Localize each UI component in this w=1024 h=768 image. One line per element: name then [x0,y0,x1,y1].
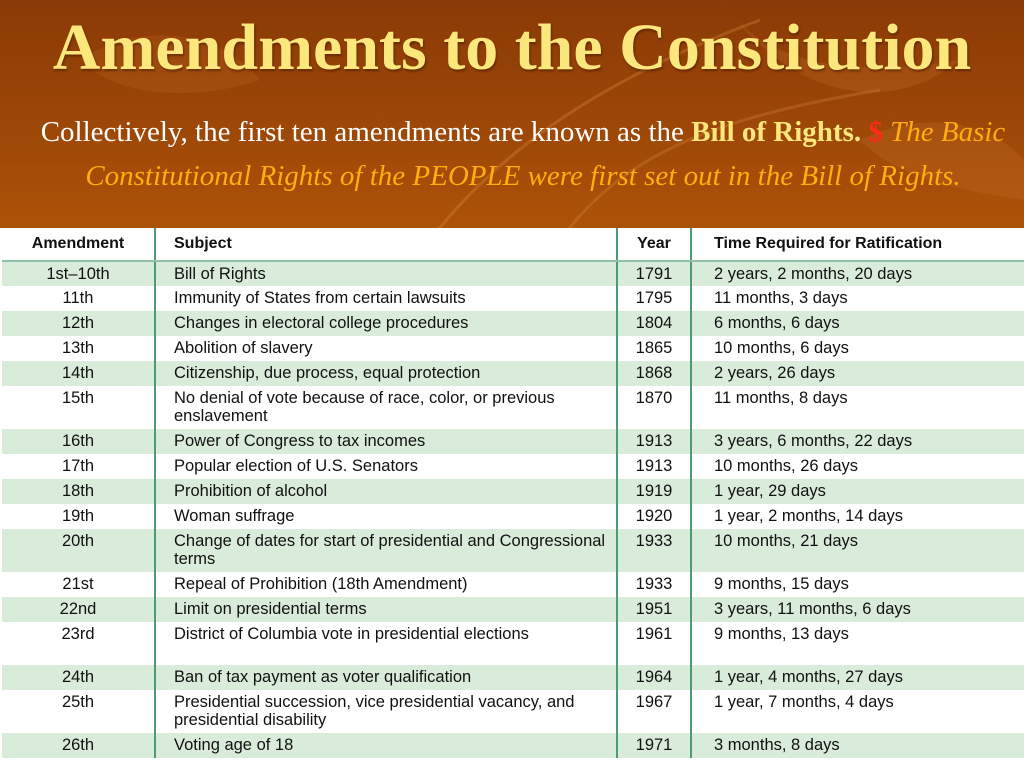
cell-year: 1804 [617,311,691,336]
table-row [2,529,1024,572]
cell-time: 9 months, 15 days [691,572,1024,597]
header-year: Year [617,228,691,261]
cell-year: 1913 [617,429,691,454]
cell-subject: District of Columbia vote in presidential elections [155,622,617,665]
cell-time: 11 months, 8 days [691,386,1024,429]
cell-subject: Abolition of slavery [155,336,617,361]
cell-year: 1964 [617,665,691,690]
cell-time: 10 months, 26 days [691,454,1024,479]
cell-year: 1933 [617,572,691,597]
cell-subject: Limit on presidential terms [155,597,617,622]
cell-amendment: 12th [2,311,155,336]
cell-time: 1 year, 29 days [691,479,1024,504]
cell-time: 1 year, 4 months, 27 days [691,665,1024,690]
table-header-row [2,228,1024,261]
cell-subject: Power of Congress to tax incomes [155,429,617,454]
cell-year: 1868 [617,361,691,386]
cell-amendment: 22nd [2,597,155,622]
table-row [2,597,1024,622]
table-row [2,386,1024,429]
cell-amendment: 15th [2,386,155,429]
cell-amendment: 14th [2,361,155,386]
cell-subject: Presidential succession, vice presidential vacancy, and presidential disability [155,690,617,733]
cell-amendment: 11th [2,286,155,311]
table-row [2,361,1024,386]
table-row [2,572,1024,597]
table-row [2,311,1024,336]
cell-amendment: 26th [2,733,155,758]
cell-amendment: 17th [2,454,155,479]
cell-time: 2 years, 26 days [691,361,1024,386]
bill-of-rights-term: Bill of Rights [691,116,854,148]
cell-subject: Changes in electoral college procedures [155,311,617,336]
cell-year: 1913 [617,454,691,479]
cell-year: 1870 [617,386,691,429]
cell-amendment: 1st–10th [2,261,155,286]
cell-time: 9 months, 13 days [691,622,1024,665]
cell-time: 10 months, 21 days [691,529,1024,572]
cell-amendment: 13th [2,336,155,361]
amendments-table-container [0,228,1024,768]
cell-year: 1971 [617,733,691,758]
cell-subject: Citizenship, due process, equal protection [155,361,617,386]
cell-time: 1 year, 2 months, 14 days [691,504,1024,529]
cell-subject: No denial of vote because of race, color, or previous enslavement [155,386,617,429]
cell-year: 1967 [617,690,691,733]
cell-year: 1795 [617,286,691,311]
table-row [2,479,1024,504]
cell-year: 1865 [617,336,691,361]
cell-time: 1 year, 7 months, 4 days [691,690,1024,733]
cell-subject: Voting age of 18 [155,733,617,758]
table-row [2,622,1024,665]
cell-amendment: 16th [2,429,155,454]
cell-year: 1933 [617,529,691,572]
dollar-bullet: $ [868,116,883,148]
cell-time: 2 years, 2 months, 20 days [691,261,1024,286]
cell-amendment: 24th [2,665,155,690]
cell-year: 1791 [617,261,691,286]
table-row [2,429,1024,454]
cell-time: 6 months, 6 days [691,311,1024,336]
cell-time: 3 months, 8 days [691,733,1024,758]
cell-amendment: 19th [2,504,155,529]
cell-year: 1919 [617,479,691,504]
page-title: Amendments to the Constitution [52,11,972,84]
cell-subject: Ban of tax payment as voter qualification [155,665,617,690]
table-row [2,733,1024,758]
table-row [2,504,1024,529]
cell-year: 1951 [617,597,691,622]
table-row [2,454,1024,479]
cell-amendment: 18th [2,479,155,504]
table-row [2,690,1024,733]
header-amendment: Amendment [2,228,155,261]
subtitle-period: . [853,116,869,148]
table-row [2,261,1024,286]
subtitle-text: Collectively, the first ten amendments are known as the [40,116,692,148]
cell-subject: Change of dates for start of presidential and Congressional terms [155,529,617,572]
cell-subject: Bill of Rights [155,261,617,286]
cell-amendment: 20th [2,529,155,572]
cell-time: 3 years, 11 months, 6 days [691,597,1024,622]
subtitle-emphasis: The Basic Constitutional Rights of the PEOPLE were first set out in the Bill of Rights. [85,116,1006,192]
cell-subject: Immunity of States from certain lawsuits [155,286,617,311]
cell-subject: Woman suffrage [155,504,617,529]
cell-subject: Repeal of Prohibition (18th Amendment) [155,572,617,597]
cell-subject: Prohibition of alcohol [155,479,617,504]
table-row [2,665,1024,690]
cell-amendment: 23rd [2,622,155,665]
cell-amendment: 25th [2,690,155,733]
cell-subject: Popular election of U.S. Senators [155,454,617,479]
amendments-table [2,228,1024,758]
cell-year: 1920 [617,504,691,529]
header-ratification-time: Time Required for Ratification [691,228,1024,261]
table-row [2,286,1024,311]
table-row [2,336,1024,361]
cell-year: 1961 [617,622,691,665]
cell-time: 10 months, 6 days [691,336,1024,361]
subtitle [30,110,1016,198]
cell-time: 11 months, 3 days [691,286,1024,311]
cell-amendment: 21st [2,572,155,597]
header-subject: Subject [155,228,617,261]
cell-time: 3 years, 6 months, 22 days [691,429,1024,454]
